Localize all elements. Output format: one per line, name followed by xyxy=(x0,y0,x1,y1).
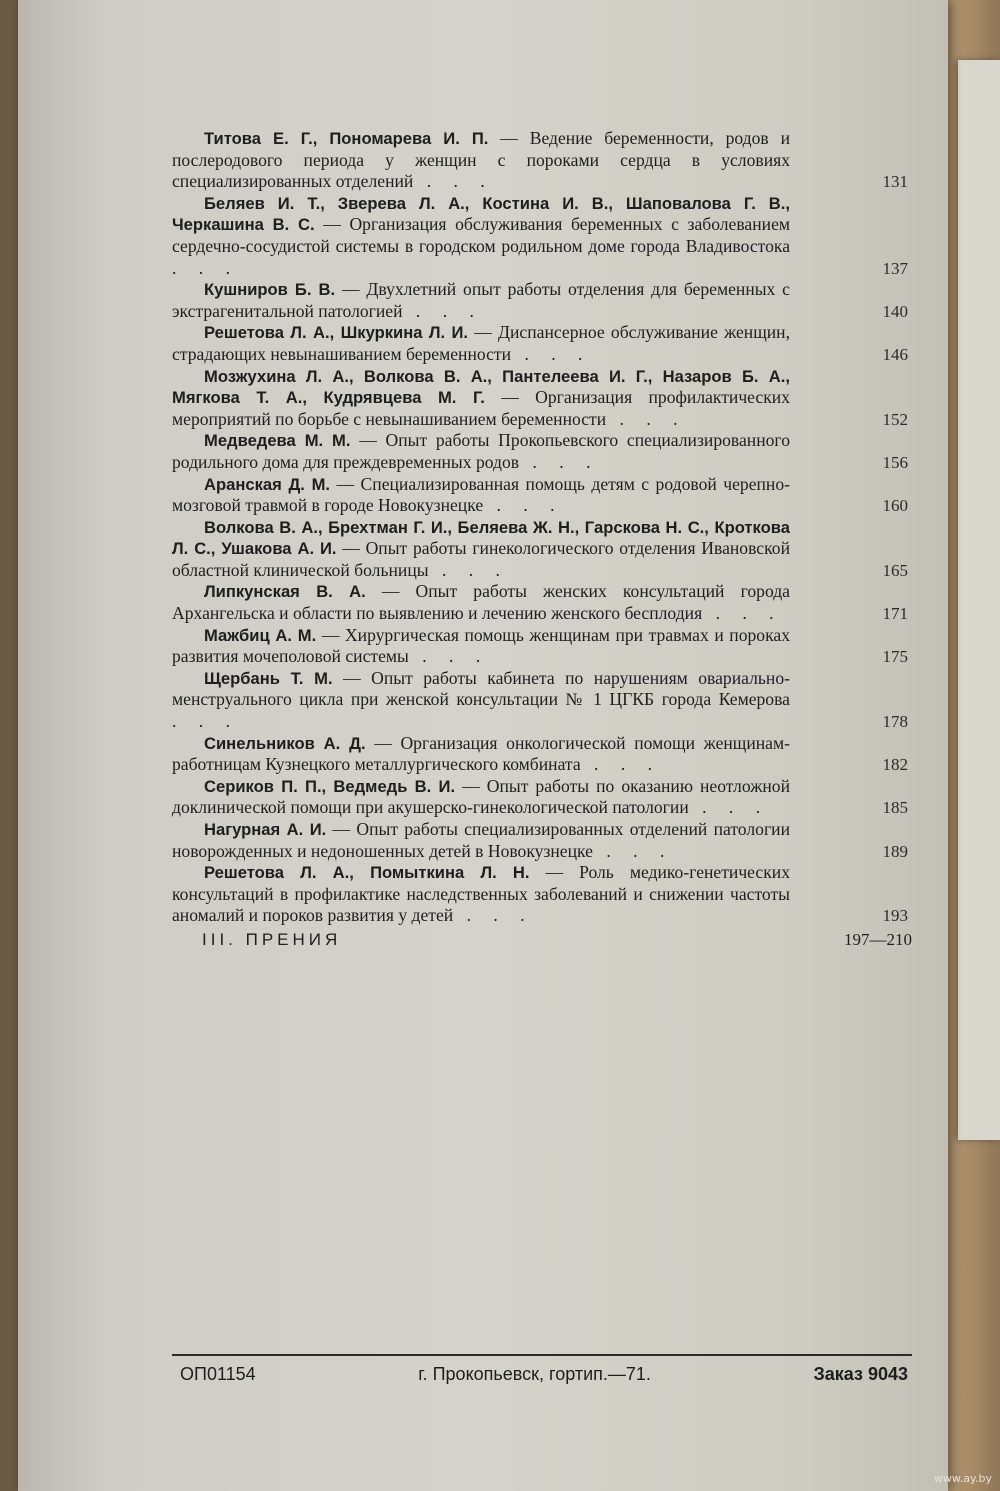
toc-entry-authors: Титова Е. Г., Пономарева И. П. xyxy=(204,129,489,148)
toc-entry-page: 178 xyxy=(882,712,908,732)
toc-entry-authors: Мозжухина Л. А., Волкова В. А., Пантелеева И. Г., Назаров Б. А., Мягкова Т. А., Кудрявцева М. Г. xyxy=(172,366,790,408)
toc-leader-dots: . . . xyxy=(172,257,239,278)
toc-entry-authors: Медведева М. М. xyxy=(204,431,351,451)
toc-entry-title: — Опыт работы по оказанию неотложной доклинической помощи при акушерско-гинекологической патологии xyxy=(172,775,790,818)
toc-leader-dots: . . . xyxy=(402,300,483,321)
toc-entry-authors: Аранская Д. М. xyxy=(204,474,331,494)
toc-entry-text xyxy=(172,366,790,431)
toc-entry-text xyxy=(172,193,790,279)
toc-entry xyxy=(172,668,912,733)
toc-entry-authors: Щербань Т. М. xyxy=(204,668,333,688)
toc-entry-authors: Решетова Л. А., Помыткина Л. Н. xyxy=(204,863,530,883)
toc-entry-title: — Опыт работы специализированных отделений патологии новорожденных и недоношенных детей в Новокузнецке xyxy=(172,819,790,861)
toc-leader-dots: . . . xyxy=(511,343,592,364)
toc-entry-page: 165 xyxy=(882,560,908,580)
toc-entry xyxy=(172,862,912,927)
toc-entry-authors: Синельников А. Д. xyxy=(204,733,366,753)
toc-entry-page: 152 xyxy=(882,409,908,429)
toc-entry-text xyxy=(172,279,790,322)
toc-entry-text xyxy=(172,776,790,819)
section-label: III. ПРЕНИЯ xyxy=(202,929,342,949)
imprint-place: г. Прокопьевск, гортип.—71. xyxy=(418,1364,651,1384)
toc-leader-dots: . . . xyxy=(408,646,490,667)
toc-entry-authors: Мажбиц А. М. xyxy=(204,625,317,645)
toc-entry-text xyxy=(172,625,790,668)
toc-entry-title: — Опыт работы Прокопьевского специализированного родильного дома для преждевременных родов xyxy=(172,430,790,472)
toc-entry xyxy=(172,733,912,776)
toc-entry-authors: Кушниров Б. В. xyxy=(204,280,336,300)
toc-leader-dots: . . . xyxy=(413,171,494,192)
toc-entry xyxy=(172,581,912,624)
imprint-code: ОП01154 xyxy=(180,1364,256,1384)
toc-entry xyxy=(172,776,912,819)
toc-entry-page: 182 xyxy=(882,755,908,775)
toc-entry-title: — Хирургическая помощь женщинам при травмах и пороках развития мочеполовой системы xyxy=(172,624,790,667)
toc-entry-text xyxy=(172,430,790,473)
toc-entry-text xyxy=(172,581,790,624)
toc-entry-text xyxy=(172,733,790,776)
toc-entry-authors: Сериков П. П., Ведмедь В. И. xyxy=(204,776,456,796)
toc-entry xyxy=(172,819,912,862)
toc-entry xyxy=(172,193,912,279)
toc-leader-dots: . . . xyxy=(483,495,564,516)
toc-leader-dots: . . . xyxy=(428,559,509,580)
watermark: www.ay.by xyxy=(933,1472,992,1485)
table-of-contents xyxy=(172,128,912,951)
toc-entry-authors: Беляев И. Т., Зверева Л. А., Костина И. В., Шаповалова Г. В., Черкашина В. С. xyxy=(172,193,790,235)
toc-entry-page: 189 xyxy=(882,841,908,861)
toc-entry-text xyxy=(172,862,790,927)
toc-entry-page: 140 xyxy=(882,301,908,321)
toc-leader-dots: . . . xyxy=(172,711,239,732)
toc-entry-authors: Липкунская В. А. xyxy=(204,582,366,602)
next-page-edge xyxy=(958,60,1000,1140)
toc-entry-page: 185 xyxy=(882,798,908,818)
toc-entry-authors: Нагурная А. И. xyxy=(204,820,327,839)
toc-entry-title: — Организация обслуживания беременных с заболеванием сердечно-сосудистой системы в городском родильном доме города Владивостока xyxy=(172,214,791,256)
toc-entry-authors: Решетова Л. А., Шкуркина Л. И. xyxy=(204,323,469,343)
toc-entry xyxy=(172,625,912,668)
toc-entry-page: 193 xyxy=(882,906,908,926)
toc-entry xyxy=(172,128,912,193)
toc-entry-page: 131 xyxy=(882,172,908,192)
toc-entry xyxy=(172,430,912,473)
section-heading xyxy=(172,929,912,951)
toc-entry xyxy=(172,517,912,582)
imprint-line xyxy=(180,1364,908,1385)
toc-entry-title: — Организация профилактических мероприятий по борьбе с невынашиванием беременности xyxy=(172,387,790,429)
toc-leader-dots: . . . xyxy=(519,451,600,472)
toc-entry-text xyxy=(172,474,790,517)
toc-entry-text xyxy=(172,819,790,862)
toc-entry-page: 171 xyxy=(882,604,908,624)
section-page-range: 197—210 xyxy=(844,929,912,949)
toc-entry xyxy=(172,279,912,322)
toc-entries xyxy=(172,128,912,927)
toc-entry xyxy=(172,322,912,365)
toc-entry-text xyxy=(172,128,790,193)
toc-entry-title: — Роль медико-генетических консультаций в профилактике наследственных заболеваний и снижении частоты аномалий и пороков развития у детей xyxy=(172,862,790,926)
toc-entry-text xyxy=(172,517,790,582)
toc-entry-title: — Специализированная помощь детям с родовой черепно-мозговой травмой в городе Новокузнецке xyxy=(172,473,790,516)
toc-entry-page: 156 xyxy=(882,452,908,472)
toc-entry-title: — Ведение беременности, родов и послеродового периода у женщин с пороками сердца в условиях специализированных отделений xyxy=(172,128,790,192)
toc-entry-page: 146 xyxy=(882,344,908,364)
toc-entry-authors: Волкова В. А., Брехтман Г. И., Беляева Ж. Н., Гарскова Н. С., Кроткова Л. С., Ушакова А. И. xyxy=(172,517,790,559)
toc-entry-page: 160 xyxy=(882,496,908,516)
toc-entry-title: — Опыт работы гинекологического отделения Ивановской областной клинической больницы xyxy=(172,538,790,580)
toc-entry-title: — Опыт работы женских консультаций города Архангельска и области по выявлению и лечению женского бесплодия xyxy=(172,581,790,624)
toc-entry-page: 137 xyxy=(882,258,908,278)
toc-leader-dots: . . . xyxy=(580,754,662,775)
toc-leader-dots: . . . xyxy=(702,603,783,624)
toc-entry-text xyxy=(172,322,790,365)
toc-leader-dots: . . . xyxy=(688,797,770,818)
toc-entry-page: 175 xyxy=(882,647,908,667)
toc-entry-title: — Двухлетний опыт работы отделения для беременных с экстрагенитальной патологией xyxy=(172,279,790,321)
imprint-order: Заказ 9043 xyxy=(813,1364,908,1384)
toc-entry xyxy=(172,366,912,431)
toc-entry-title: — Диспансерное обслуживание женщин, страдающих невынашиванием беременности xyxy=(172,322,790,364)
toc-entry-title: — Организация онкологической помощи женщинам-работницам Кузнецкого металлургического комбината xyxy=(172,732,790,775)
toc-entry-title: — Опыт работы кабинета по нарушениям овариально-менструального цикла при женской консультации № 1 ЦГКБ города Кемерова xyxy=(172,667,790,710)
toc-leader-dots: . . . xyxy=(606,408,687,429)
toc-leader-dots: . . . xyxy=(592,840,674,861)
toc-entry xyxy=(172,474,912,517)
toc-entry-text xyxy=(172,668,790,733)
footer-rule xyxy=(172,1354,912,1356)
toc-leader-dots: . . . xyxy=(453,905,534,926)
